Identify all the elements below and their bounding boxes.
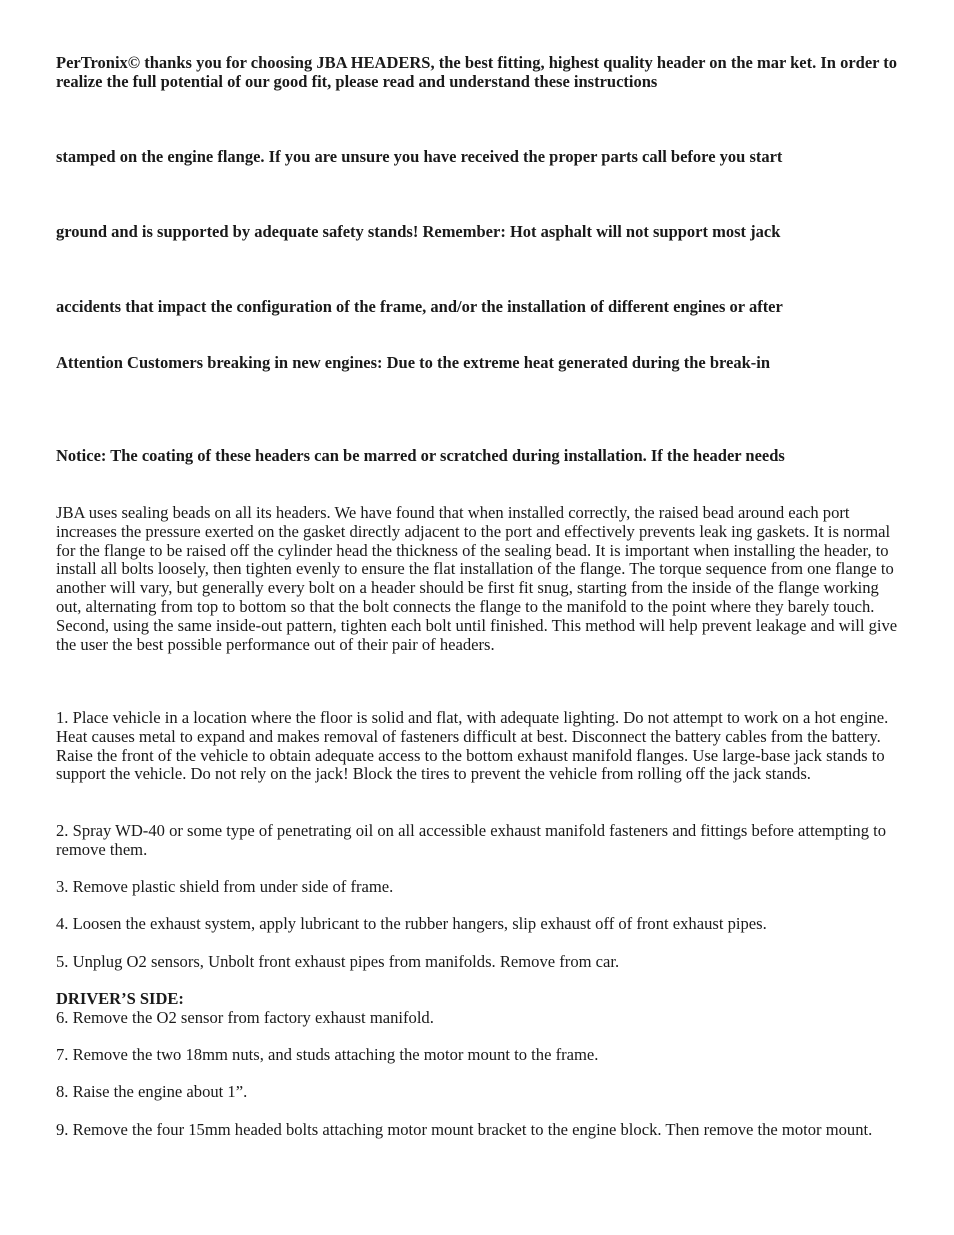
sealing-bead-paragraph: JBA uses sealing beads on all its headers. We have found that when installed correctly, the raised bead around each port increases the pressure exerted on the gasket directly adjacent to the port and effectively prevents leak ing gaskets. It is normal for the flange to be raised off the cylinder head the thickness of the sealing bead. It is important when installing the header, to install all bolts loosely, then tighten evenly to ensure the flat installation of the flange. The torque sequence from one flange to another will vary, but generally every bolt on a header should be first fit snug, starting from the inside of the flange working out, alternating from top to bottom so that the bolt connects the flange to the manifold to the point where they barely touch. Second, using the same inside-out pattern, tighten each bolt until finished. This method will help prevent leakage and will give the user the best possible performance out of their pair of headers. — [56, 503, 898, 654]
coating-notice-line: Notice: The coating of these headers can be marred or scratched during installation. If the header needs — [56, 446, 785, 465]
step-8: 8. Raise the engine about 1”. — [56, 1082, 248, 1101]
frame-notice-line: accidents that impact the configuration of the frame, and/or the installation of different engines or after — [56, 297, 783, 316]
driver-side-heading: DRIVER’S SIDE: — [56, 989, 184, 1008]
parts-notice-line: stamped on the engine flange. If you are unsure you have received the proper parts call before you start — [56, 147, 783, 166]
step-4: 4. Loosen the exhaust system, apply lubricant to the rubber hangers, slip exhaust off of front exhaust pipes. — [56, 914, 767, 933]
safety-notice-line: ground and is supported by adequate safety stands! Remember: Hot asphalt will not support most jack — [56, 222, 781, 241]
step-7: 7. Remove the two 18mm nuts, and studs attaching the motor mount to the frame. — [56, 1045, 599, 1064]
step-5: 5. Unplug O2 sensors, Unbolt front exhaust pipes from manifolds. Remove from car. — [56, 952, 620, 971]
step-6: 6. Remove the O2 sensor from factory exhaust manifold. — [56, 1008, 434, 1027]
step-9: 9. Remove the four 15mm headed bolts attaching motor mount bracket to the engine block. Then remove the motor mount. — [56, 1120, 873, 1139]
step-2: 2. Spray WD-40 or some type of penetrating oil on all accessible exhaust manifold fasteners and fittings before attempting to remove them. — [56, 821, 887, 859]
intro-paragraph: PerTronix© thanks you for choosing JBA HEADERS, the best fitting, highest quality header on the mar ket. In order to realize the full potential of our good fit, please read and understand these instructions — [56, 53, 898, 91]
break-in-notice-line: Attention Customers breaking in new engines: Due to the extreme heat generated during the break-in — [56, 353, 771, 372]
step-1: 1. Place vehicle in a location where the floor is solid and flat, with adequate lighting. Do not attempt to work on a hot engine. Heat causes metal to expand and makes removal of fasteners difficult at best. Disconnect the battery cables from the battery. Raise the front of the vehicle to obtain adequate access to the bottom exhaust manifold flanges. Use large-base jack stands to support the vehicle. Do not rely on the jack! Block the tires to prevent the vehicle from rolling off the jack stands. — [56, 708, 889, 784]
step-3: 3. Remove plastic shield from under side of frame. — [56, 877, 394, 896]
